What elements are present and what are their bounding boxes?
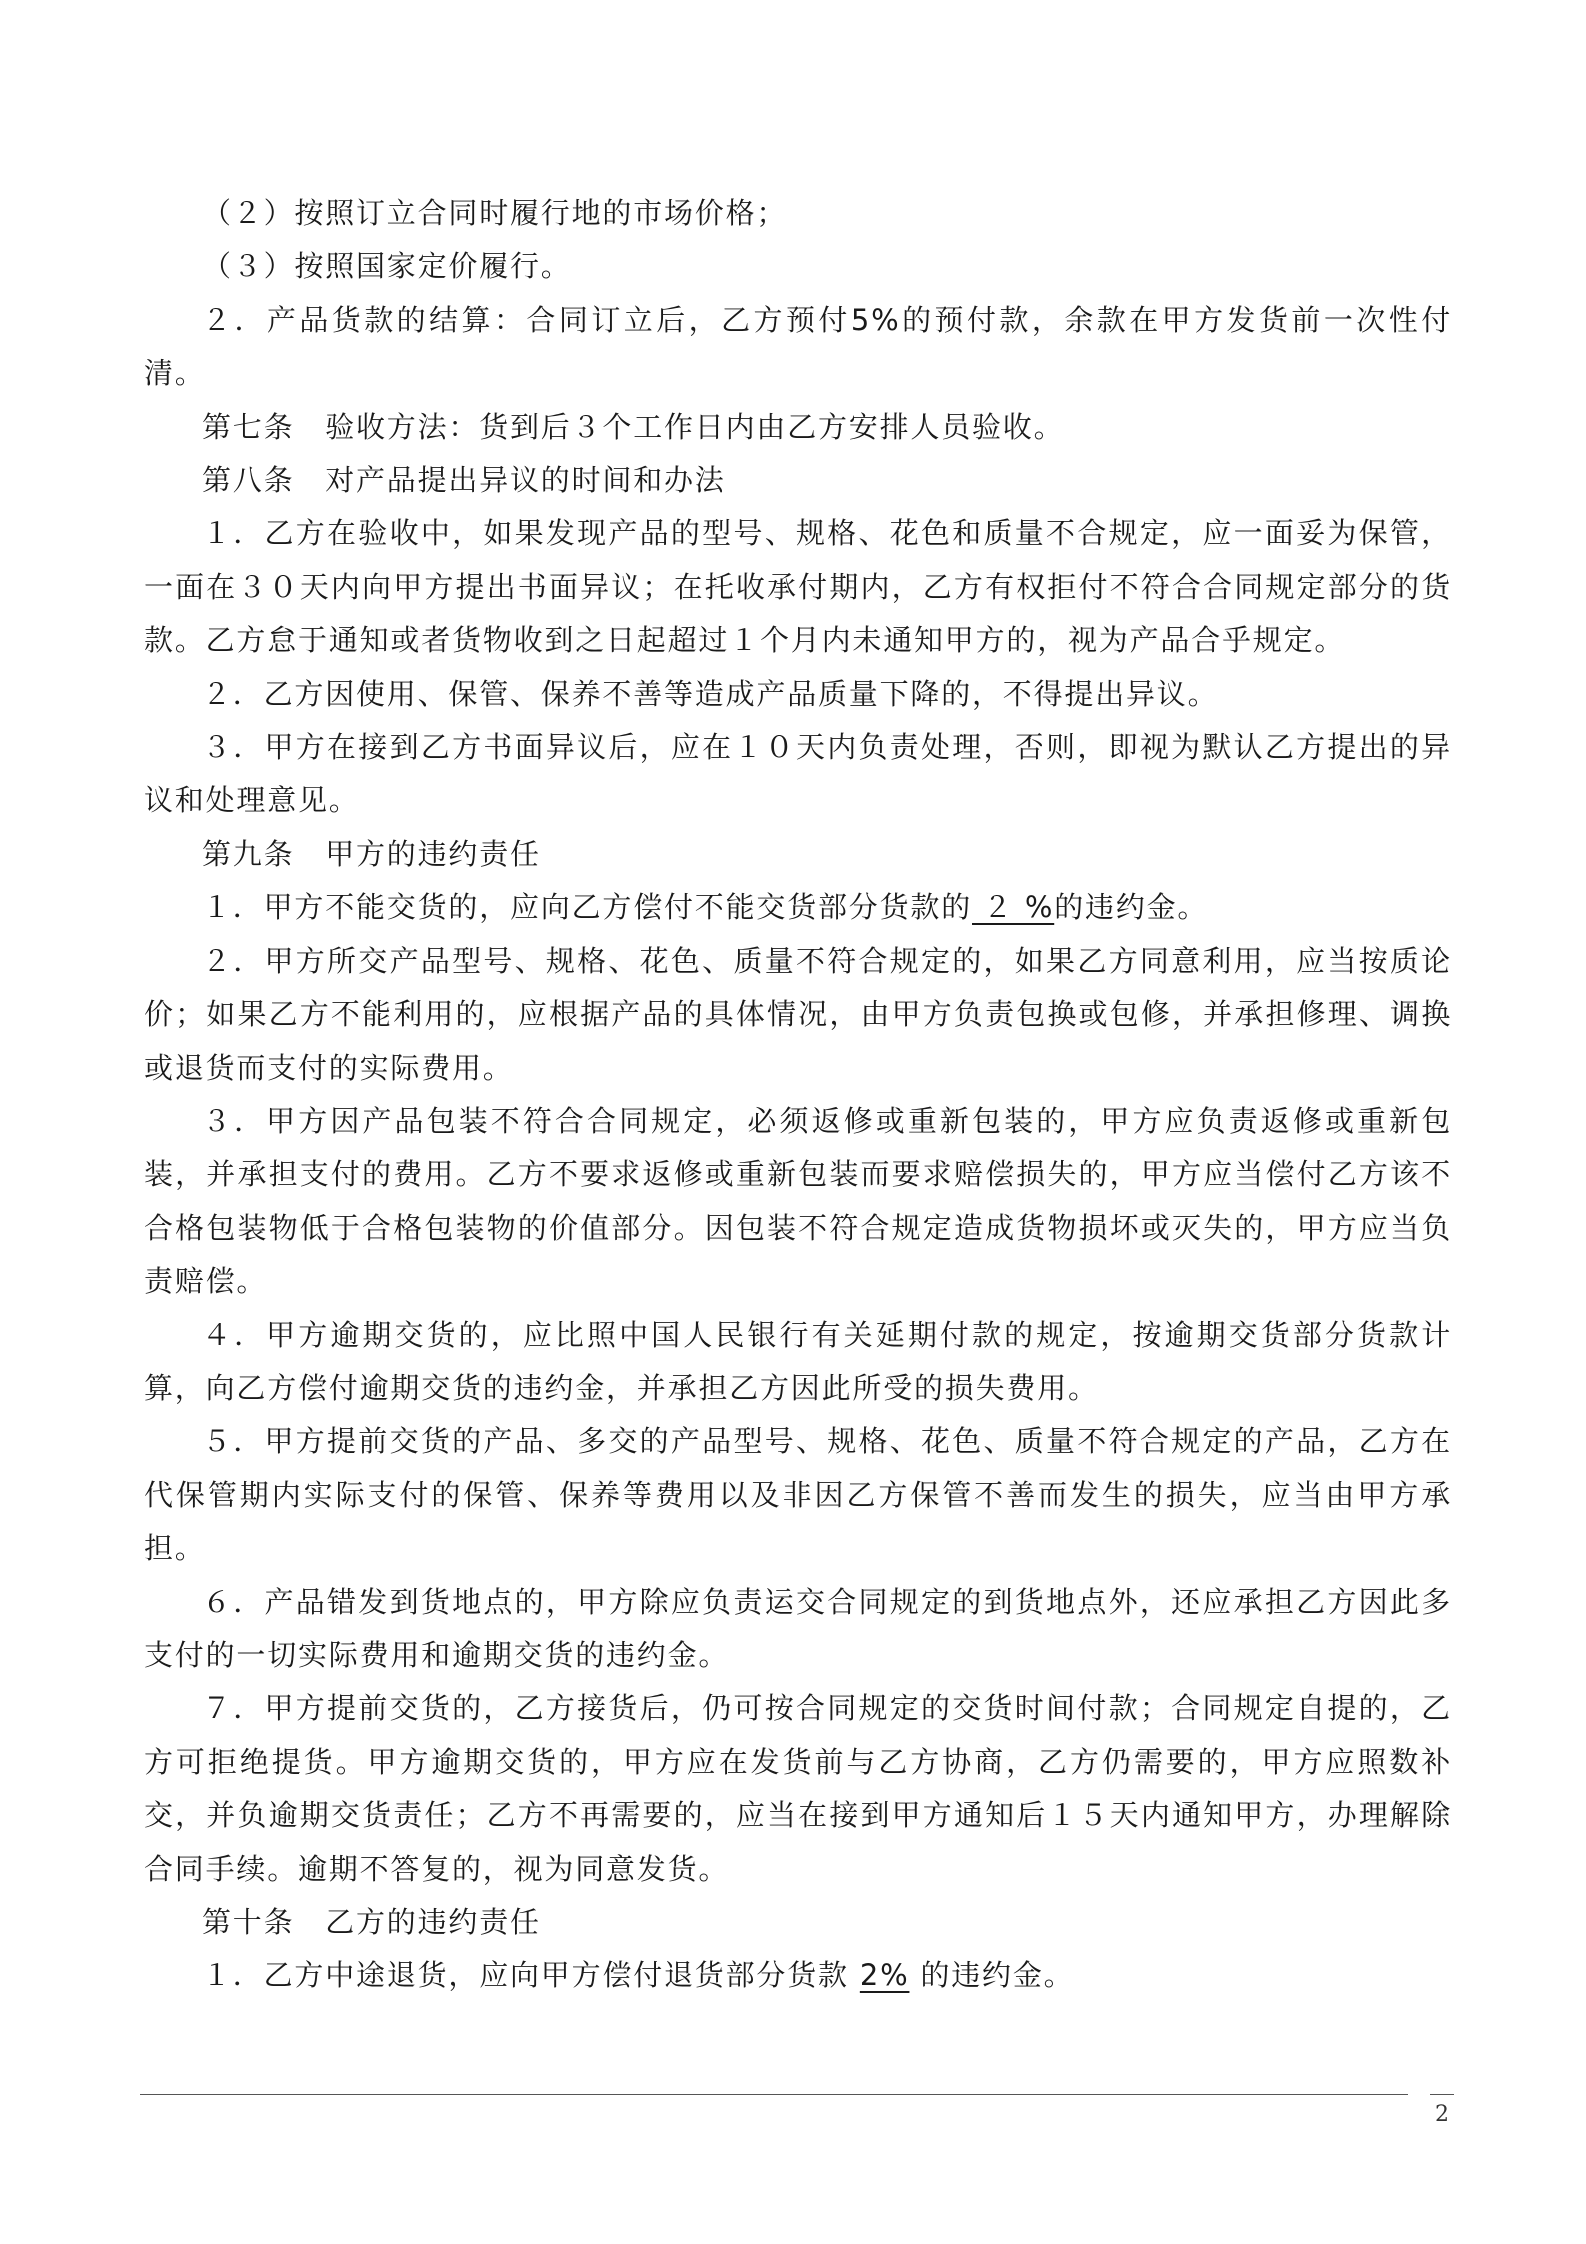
article-heading: 第十条 乙方的违约责任 — [202, 1905, 541, 1939]
paragraph: １．乙方在验收中，如果发现产品的型号、规格、花色和质量不合规定，应一面妥为保管，一面在３０天内向甲方提出书面异议；在托收承付期内，乙方有权拒付不符合合同规定部分的货款。乙方怠于通知或者货物收到之日起超过１个月内未通知甲方的，视为产品合乎规定。 — [144, 516, 1452, 658]
paragraph: ７．甲方提前交货的，乙方接货后，仍可按合同规定的交货时间付款；合同规定自提的，乙方可拒绝提货。甲方逾期交货的，甲方应在发货前与乙方协商，乙方仍需要的，甲方应照数补交，并负逾期交货责任；乙方不再需要的，应当在接到甲方通知后１５天内通知甲方，办理解除合同手续。逾期不答复的，视为同意发货。 — [144, 1691, 1452, 1886]
clause-text: 的违约金。 — [909, 1958, 1075, 1993]
paragraph-clause-9-1 — [144, 881, 1452, 934]
footer-divider — [140, 2094, 1408, 2095]
penalty-rate: 2% — [859, 1958, 910, 1993]
footer-divider-short — [1430, 2094, 1454, 2095]
paragraph: ２．乙方因使用、保管、保养不善等造成产品质量下降的，不得提出异议。 — [202, 676, 1219, 711]
paragraph: ６．产品错发到货地点的，甲方除应负责运交合同规定的到货地点外，还应承担乙方因此多支付的一切实际费用和逾期交货的违约金。 — [144, 1584, 1452, 1672]
page-number: 2 — [1435, 2102, 1449, 2127]
paragraph: （３）按照国家定价履行。 — [202, 249, 572, 284]
clause-text: １．甲方不能交货的，应向乙方偿付不能交货部分货款的 — [202, 890, 973, 925]
penalty-rate: ２ % — [972, 890, 1055, 925]
paragraph: ２．产品货款的结算：合同订立后，乙方预付5%的预付款，余款在甲方发货前一次性付清。 — [144, 302, 1452, 391]
clause-text: １．乙方中途退货，应向甲方偿付退货部分货款 — [202, 1958, 860, 1993]
article-heading: 第七条 验收方法：货到后３个工作日内由乙方安排人员验收。 — [202, 409, 1065, 444]
article-heading: 第八条 对产品提出异议的时间和办法 — [202, 463, 726, 498]
clause-text: 的违约金。 — [1054, 890, 1209, 925]
paragraph: ３．甲方在接到乙方书面异议后，应在１０天内负责处理，否则，即视为默认乙方提出的异议和处理意见。 — [144, 730, 1452, 818]
paragraph-clause-10-1 — [144, 1949, 1452, 2002]
article-heading: 第九条 甲方的违约责任 — [202, 836, 541, 871]
paragraph: ４．甲方逾期交货的，应比照中国人民银行有关延期付款的规定，按逾期交货部分货款计算，向乙方偿付逾期交货的违约金，并承担乙方因此所受的损失费用。 — [144, 1317, 1452, 1405]
document-body — [144, 187, 1452, 2003]
paragraph: ２．甲方所交产品型号、规格、花色、质量不符合规定的，如果乙方同意利用，应当按质论价；如果乙方不能利用的，应根据产品的具体情况，由甲方负责包换或包修，并承担修理、调换或退货而支付的实际费用。 — [144, 943, 1452, 1085]
paragraph: ３．甲方因产品包装不符合合同规定，必须返修或重新包装的，甲方应负责返修或重新包装，并承担支付的费用。乙方不要求返修或重新包装而要求赔偿损失的，甲方应当偿付乙方该不合格包装物低于合格包装物的价值部分。因包装不符合规定造成货物损坏或灭失的，甲方应当负责赔偿。 — [144, 1103, 1452, 1299]
paragraph: （２）按照订立合同时履行地的市场价格； — [202, 196, 788, 230]
paragraph: ５．甲方提前交货的产品、多交的产品型号、规格、花色、质量不符合规定的产品，乙方在代保管期内实际支付的保管、保养等费用以及非因乙方保管不善而发生的损失，应当由甲方承担。 — [144, 1424, 1452, 1566]
